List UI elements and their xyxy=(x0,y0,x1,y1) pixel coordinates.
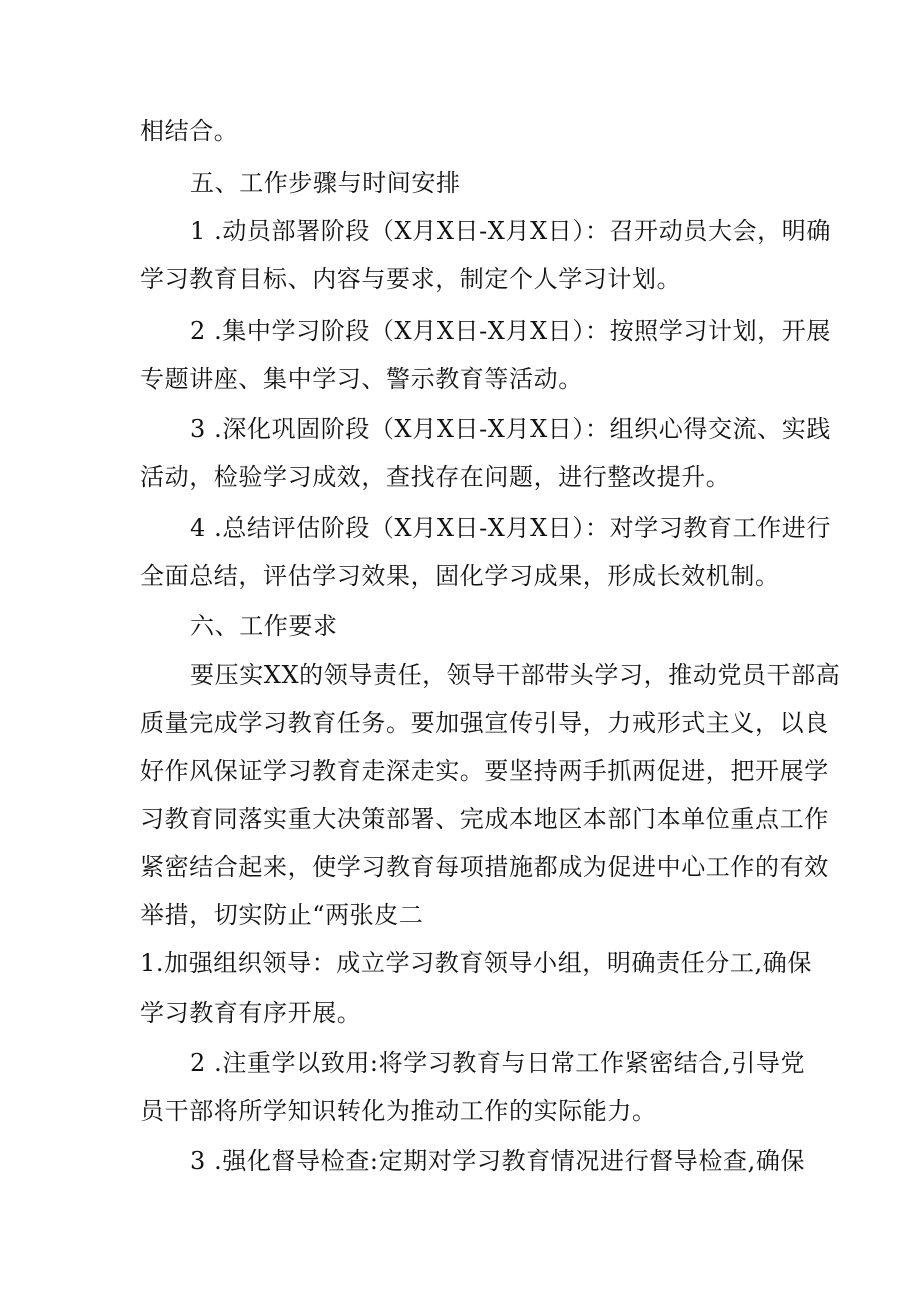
step-4-line-1: 4 .总结评估阶段（X月X日-X月X日）：对学习教育工作进行 xyxy=(190,514,831,542)
requirements-line-2: 质量完成学习教育任务。要加强宣传引导，力戒形式主义，以良 xyxy=(140,709,829,737)
requirements-line-4: 习教育同落实重大决策部署、完成本地区本部门本单位重点工作 xyxy=(140,805,829,833)
requirement-2-line-1: 2 .注重学以致用:将学习教育与日常工作紧密结合,引导党 xyxy=(190,1049,806,1077)
requirement-2-line-2: 员干部将所学知识转化为推动工作的实际能力。 xyxy=(140,1097,657,1125)
requirement-3-line-1: 3 .强化督导检查:定期对学习教育情况进行督导检查,确保 xyxy=(190,1147,806,1175)
requirements-line-5: 紧密结合起来，使学习教育每项措施都成为促进中心工作的有效 xyxy=(140,853,829,881)
step-2-line-1: 2 .集中学习阶段（X月X日-X月X日）：按照学习计划，开展 xyxy=(190,317,831,345)
requirement-1-line-1: 1.加强组织领导：成立学习教育领导小组，明确责任分工,确保 xyxy=(140,949,812,977)
requirements-line-6: 举措，切实防止“两张皮二 xyxy=(140,901,424,929)
step-1-line-1: 1 .动员部署阶段（X月X日-X月X日）：召开动员大会，明确 xyxy=(190,217,831,245)
requirements-line-1: 要压实XX的领导责任，领导干部带头学习，推动党员干部高 xyxy=(190,661,841,689)
step-1-line-2: 学习教育目标、内容与要求，制定个人学习计划。 xyxy=(140,265,682,293)
section-heading-6: 六、工作要求 xyxy=(190,612,338,640)
step-3-line-1: 3 .深化巩固阶段（X月X日-X月X日）：组织心得交流、实践 xyxy=(190,415,831,443)
step-2-line-2: 专题讲座、集中学习、警示教育等活动。 xyxy=(140,365,583,393)
step-4-line-2: 全面总结，评估学习效果，固化学习成果，形成长效机制。 xyxy=(140,562,780,590)
text-line-continuation: 相结合。 xyxy=(140,117,239,145)
step-3-line-2: 活动，检验学习成效，查找存在问题，进行整改提升。 xyxy=(140,463,731,491)
requirement-1-line-2: 学习教育有序开展。 xyxy=(140,999,362,1027)
section-heading-5: 五、工作步骤与时间安排 xyxy=(190,169,461,197)
requirements-line-3: 好作风保证学习教育走深走实。要坚持两手抓两促进，把开展学 xyxy=(140,757,829,785)
